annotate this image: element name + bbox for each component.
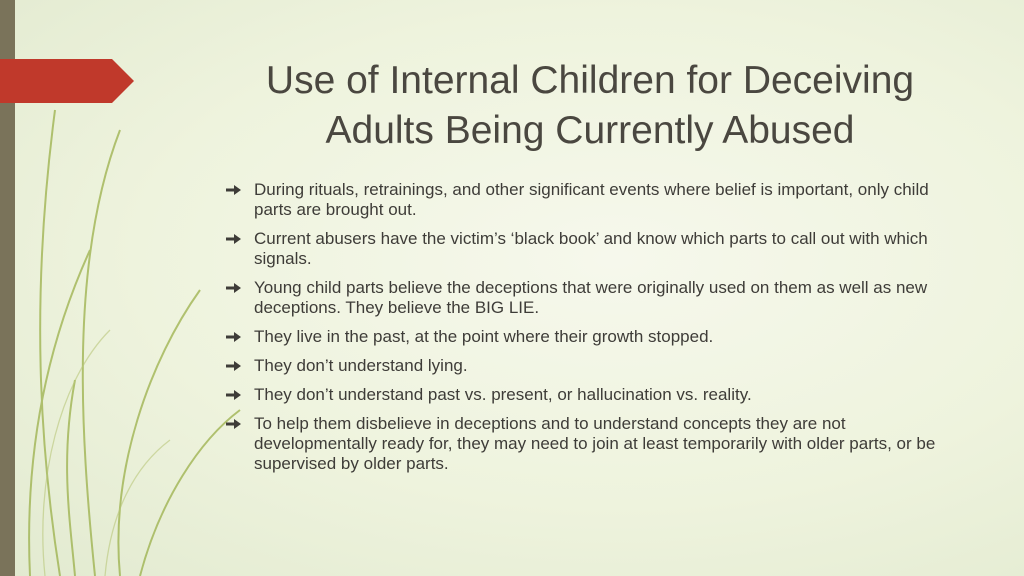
bullet-item (226, 327, 966, 347)
arrow-right-icon (226, 283, 241, 293)
arrow-right-icon (226, 361, 241, 371)
arrow-right-icon (226, 185, 241, 195)
arrow-right-icon (226, 390, 241, 400)
title-line-1: Use of Internal Children for Deceiving (265, 59, 915, 102)
bullet-item (226, 278, 966, 318)
bullet-text: Young child parts believe the deceptions that were originally used on them as well as new deceptions. They believe the BIG LIE. (254, 278, 928, 317)
bullet-text: Current abusers have the victim’s ‘black book’ and know which parts to call out with which signals. (254, 229, 928, 268)
bullet-text: They don’t understand lying. (254, 356, 468, 375)
bullet-text: They live in the past, at the point where their growth stopped. (254, 327, 714, 346)
accent-tab (0, 59, 134, 103)
title-line-2: Adults Being Currently Abused (325, 109, 855, 152)
bullet-item (226, 414, 966, 474)
bullet-item (226, 356, 966, 376)
bullet-text: During rituals, retrainings, and other significant events where belief is important, only child parts are brought out. (254, 180, 929, 219)
bullet-list (226, 180, 966, 483)
arrow-right-icon (226, 419, 241, 429)
bullet-item (226, 385, 966, 405)
slide-title (220, 56, 960, 156)
bullet-item (226, 180, 966, 220)
bullet-text: To help them disbelieve in deceptions and to understand concepts they are not developmentally ready for, they may need to join at least temporarily with older parts, or be supervised by older parts. (254, 414, 936, 473)
bullet-item (226, 229, 966, 269)
arrow-right-icon (226, 332, 241, 342)
arrow-right-icon (226, 234, 241, 244)
bullet-text: They don’t understand past vs. present, or hallucination vs. reality. (254, 385, 752, 404)
